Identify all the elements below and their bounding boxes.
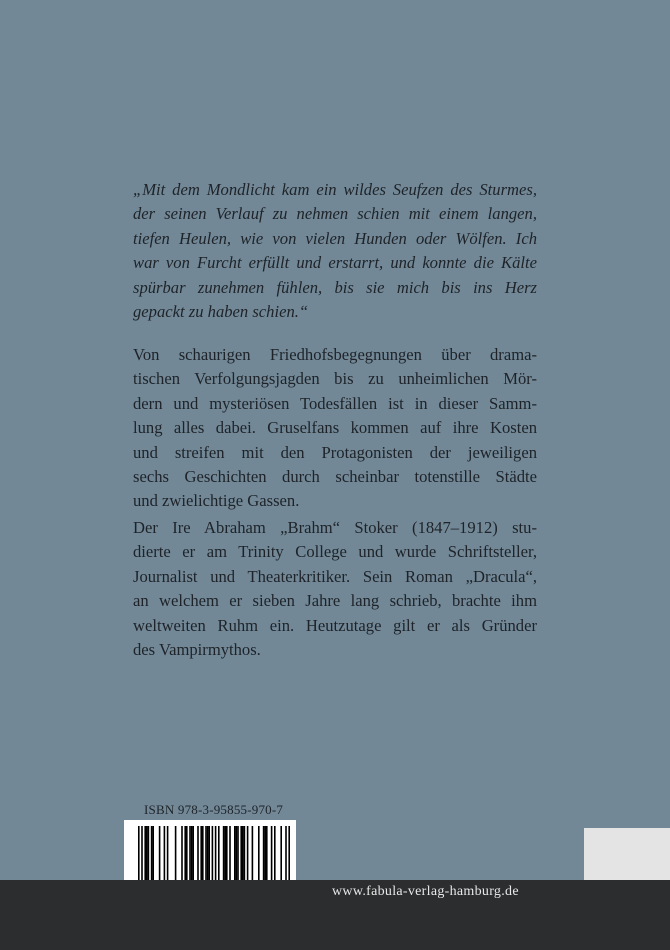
quote-line: der seinen Verlauf zu nehmen schien mit einem langen,	[133, 204, 537, 224]
back-cover-quote	[133, 178, 537, 324]
description-line: dern und mysteriösen Todesfällen ist in dieser Samm-	[133, 393, 537, 413]
isbn-label: ISBN 978-3-95855-970-7	[144, 802, 284, 817]
description-line: tischen Verfolgungsjagden bis zu unheimlichen Mör-	[133, 369, 537, 389]
author-line: an welchem er sieben Jahre lang schrieb, brachte ihm	[133, 591, 537, 611]
description-line: Von schaurigen Friedhofsbegegnungen über drama-	[133, 345, 537, 364]
author-bio	[133, 516, 537, 662]
description-line: und zwielichtige Gassen.	[133, 491, 300, 511]
quote-line: gepackt zu haben schien.“	[133, 302, 309, 322]
quote-line: spürbar zunehmen fühlen, bis sie mich bis ins Herz	[133, 277, 537, 297]
quote-line: tiefen Heulen, wie von vielen Hunden oder Wölfen. Ich	[133, 228, 537, 248]
author-line: weltweiten Ruhm ein. Heutzutage gilt er als Gründer	[133, 615, 537, 635]
author-line: dierte er am Trinity College und wurde Schriftsteller,	[133, 542, 537, 562]
description-line: sechs Geschichten durch scheinbar totenstille Städte	[133, 467, 537, 487]
quote-line: war von Furcht erfüllt und erstarrt, und konnte die Kälte	[133, 253, 537, 273]
quote-line: „Mit dem Mondlicht kam ein wildes Seufzen des Sturmes,	[133, 180, 537, 199]
author-line: des Vampirmythos.	[133, 640, 261, 660]
author-line: Der Ire Abraham „Brahm“ Stoker (1847–1912) stu-	[133, 518, 537, 537]
author-line: Journalist und Theaterkritiker. Sein Roman „Dracula“,	[133, 566, 537, 586]
description-line: lung alles dabei. Gruselfans kommen auf ihre Kosten	[133, 418, 537, 438]
description-line: und streifen mit den Protagonisten der jeweiligen	[133, 442, 537, 462]
book-description	[133, 343, 537, 514]
publisher-website: www.fabula-verlag-hamburg.de	[332, 884, 519, 899]
price-label-area	[584, 828, 670, 880]
